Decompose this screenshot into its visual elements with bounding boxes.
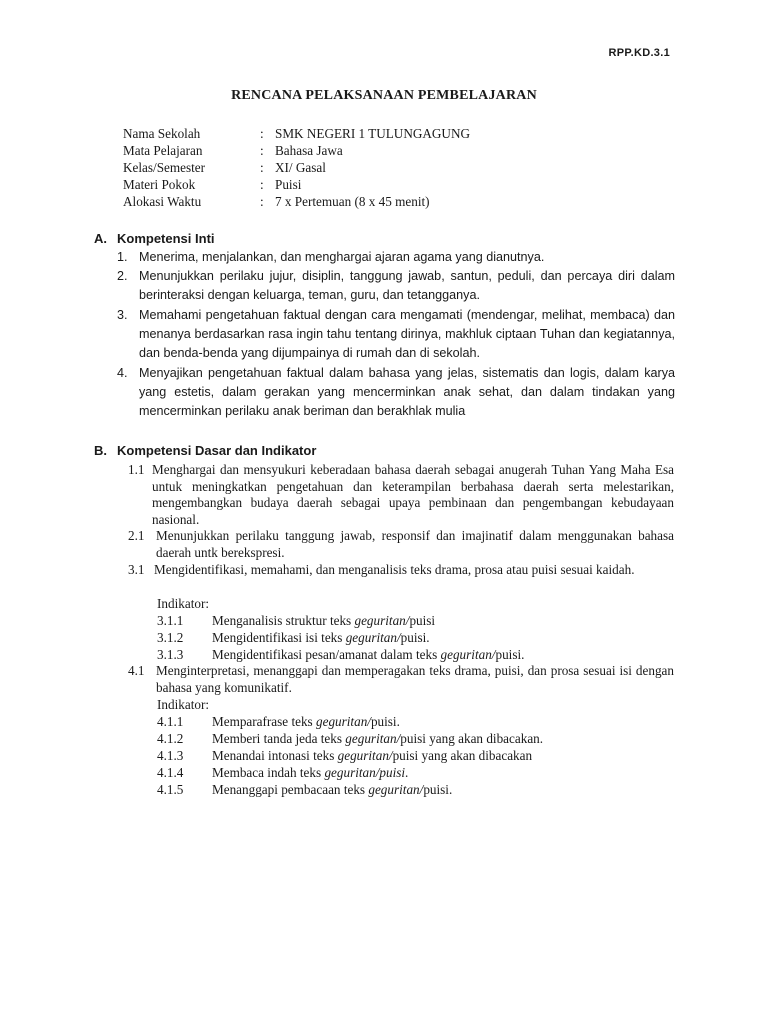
kd-text: Mengidentifikasi, memahami, dan menganalisis teks drama, prosa atau puisi sesuai kaidah.: [154, 562, 635, 577]
section-b-heading: [94, 443, 316, 458]
kd-item: [128, 562, 674, 579]
identity-value: Bahasa Jawa: [275, 143, 343, 158]
indicator-number: 3.1.2: [157, 630, 184, 645]
indikator-label: Indikator:: [157, 596, 210, 611]
ki-text: Menunjukkan perilaku jujur, disiplin, tanggung jawab, santun, peduli, dan percaya diri dalam berinteraksi dengan keluarga, teman, guru, dan tetangganya.: [139, 269, 675, 302]
indicator-text: Mengidentifikasi pesan/amanat dalam teks geguritan/puisi.: [212, 647, 525, 662]
kd-number: 2.1: [128, 528, 145, 543]
ki-number: 4.: [117, 366, 128, 380]
kd-number: 4.1: [128, 663, 145, 678]
kd-text: Menginterpretasi, menanggapi dan memperagakan teks drama, puisi, dan prosa sesuai isi dengan bahasa yang komunikatif.: [156, 663, 674, 695]
kd-text: Menunjukkan perilaku tanggung jawab, responsif dan imajinatif dalam menggunakan bahasa daerah untk berekspresi.: [156, 528, 674, 560]
kd-item: [128, 528, 674, 561]
identity-separator: :: [260, 177, 264, 192]
ki-number: 1.: [117, 250, 128, 264]
document-code: RPP.KD.3.1: [608, 47, 670, 59]
kd-item: [128, 663, 674, 696]
indicator-number: 4.1.1: [157, 714, 184, 729]
identity-separator: :: [260, 143, 264, 158]
indikator-label: Indikator:: [157, 697, 210, 712]
indicator-text: Menanggapi pembacaan teks geguritan/puisi.: [212, 782, 453, 797]
section-letter: B.: [94, 443, 107, 458]
identity-label: Kelas/Semester: [123, 160, 206, 175]
ki-text: Menyajikan pengetahuan faktual dalam bahasa yang jelas, sistematis dan logis, dalam karya yang estetis, dalam gerakan yang mencerminkan anak sehat, dan dalam tindakan yang mencerminkan perilaku anak beriman dan berakhlak mulia: [139, 366, 675, 418]
section-title: Kompetensi Dasar dan Indikator: [117, 443, 317, 458]
indicator-number: 3.1.3: [157, 647, 184, 662]
identity-label: Mata Pelajaran: [123, 143, 203, 158]
indicator-number: 4.1.5: [157, 782, 184, 797]
identity-label: Alokasi Waktu: [123, 194, 202, 209]
indicator-text: Membaca indah teks geguritan/puisi.: [212, 765, 409, 780]
ki-number: 2.: [117, 269, 128, 283]
ki-item: [117, 364, 675, 421]
indicator-number: 4.1.4: [157, 765, 184, 780]
identity-separator: :: [260, 126, 264, 141]
kd-number: 1.1: [128, 462, 145, 477]
ki-text: Menerima, menjalankan, dan menghargai ajaran agama yang dianutnya.: [139, 250, 545, 264]
identity-label: Materi Pokok: [123, 177, 196, 192]
indicator-text: Mengidentifikasi isi teks geguritan/puisi.: [212, 630, 430, 645]
kd-number: 3.1: [128, 562, 145, 577]
indicator-text: Menandai intonasi teks geguritan/puisi yang akan dibacakan: [212, 748, 533, 763]
identity-label: Nama Sekolah: [123, 126, 201, 141]
section-letter: A.: [94, 231, 107, 246]
identity-value: 7 x Pertemuan (8 x 45 menit): [275, 194, 430, 209]
section-a-heading: [94, 231, 215, 246]
ki-item: [117, 248, 675, 267]
indicator-text: Menganalisis struktur teks geguritan/puisi: [212, 613, 436, 628]
identity-separator: :: [260, 160, 264, 175]
ki-number: 3.: [117, 308, 128, 322]
ki-text: Memahami pengetahuan faktual dengan cara mengamati (mendengar, melihat, membaca) dan menanya berdasarkan rasa ingin tahu tentang dirinya, makhluk ciptaan Tuhan dan kegiatannya, dan benda-benda yang dijumpainya di rumah dan di sekolah.: [139, 308, 675, 360]
document-title: RENCANA PELAKSANAAN PEMBELAJARAN: [231, 88, 537, 103]
indicator-number: 4.1.2: [157, 731, 184, 746]
ki-item: [117, 306, 675, 363]
indicator-number: 3.1.1: [157, 613, 184, 628]
identity-value: Puisi: [275, 177, 302, 192]
indicator-text: Memberi tanda jeda teks geguritan/puisi yang akan dibacakan.: [212, 731, 544, 746]
kd-item: [128, 462, 674, 528]
kd-text: Menghargai dan mensyukuri keberadaan bahasa daerah sebagai anugerah Tuhan Yang Maha Esa untuk meningkatkan pengetahuan dan keterampilan berbahasa daerah serta melestarikan, mengembangkan budaya daerah sebagai upaya pembinaan dan pengembangan kebudayaan nasional.: [152, 462, 674, 527]
identity-value: XI/ Gasal: [275, 160, 326, 175]
identity-separator: :: [260, 194, 264, 209]
identity-value: SMK NEGERI 1 TULUNGAGUNG: [275, 126, 470, 141]
indicator-text: Memparafrase teks geguritan/puisi.: [212, 714, 400, 729]
indicator-number: 4.1.3: [157, 748, 184, 763]
section-title: Kompetensi Inti: [117, 231, 215, 246]
ki-item: [117, 267, 675, 305]
